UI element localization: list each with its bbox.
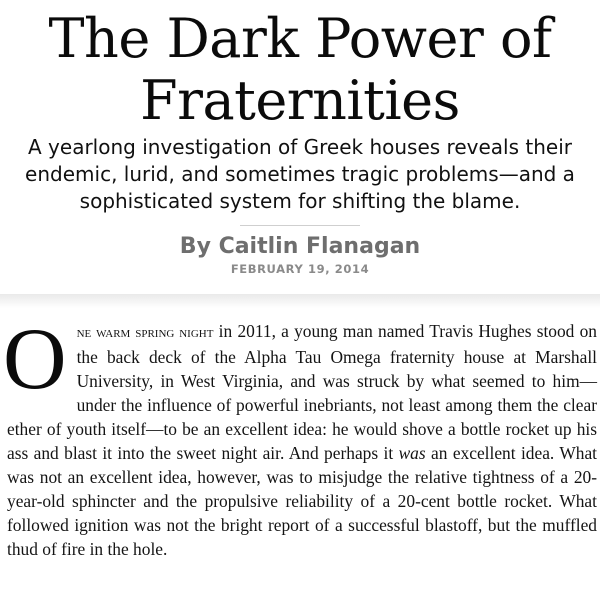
body-emphasis: was xyxy=(398,443,426,463)
drop-cap: O xyxy=(3,311,67,408)
article-title-line-1: The Dark Power of xyxy=(48,7,552,70)
article-body-paragraph xyxy=(3,311,598,561)
header-divider xyxy=(240,225,360,226)
body-text-part-1: in 2011, a young man named Travis Hughes stood on the back deck of the Alpha Tau Omega fraternity house at Marshall University, in West Virginia, and was struck by what seemed to him—under the influence of powerful inebriants, not least among them the clear ether of youth itself—to be an excellent idea: he would shove a bottle rocket up his ass and blast it into the sweet night air. And perhaps it xyxy=(7,321,597,463)
article-subtitle: A yearlong investigation of Greek houses reveals their endemic, lurid, and sometimes tragic problems—and a sophisticated system for shifting the blame. xyxy=(25,135,575,213)
section-shadow-divider xyxy=(0,294,600,308)
author-byline[interactable]: By Caitlin Flanagan xyxy=(179,234,421,259)
body-text-part-2: an excellent idea. What was not an excellent idea, however, was to misjudge the relative tightness of a 20-year-old sphincter and the propulsive reliability of a 20-cent bottle rocket. What followed ignition was not the bright report of a successful blastoff, but the muffled thud of fire in the hole. xyxy=(7,443,598,559)
publish-date: FEBRUARY 19, 2014 xyxy=(230,262,370,276)
article-title xyxy=(0,0,600,132)
article-title-line-2: Fraternities xyxy=(140,69,460,132)
lead-in-smallcaps: ne warm spring night xyxy=(76,324,214,341)
